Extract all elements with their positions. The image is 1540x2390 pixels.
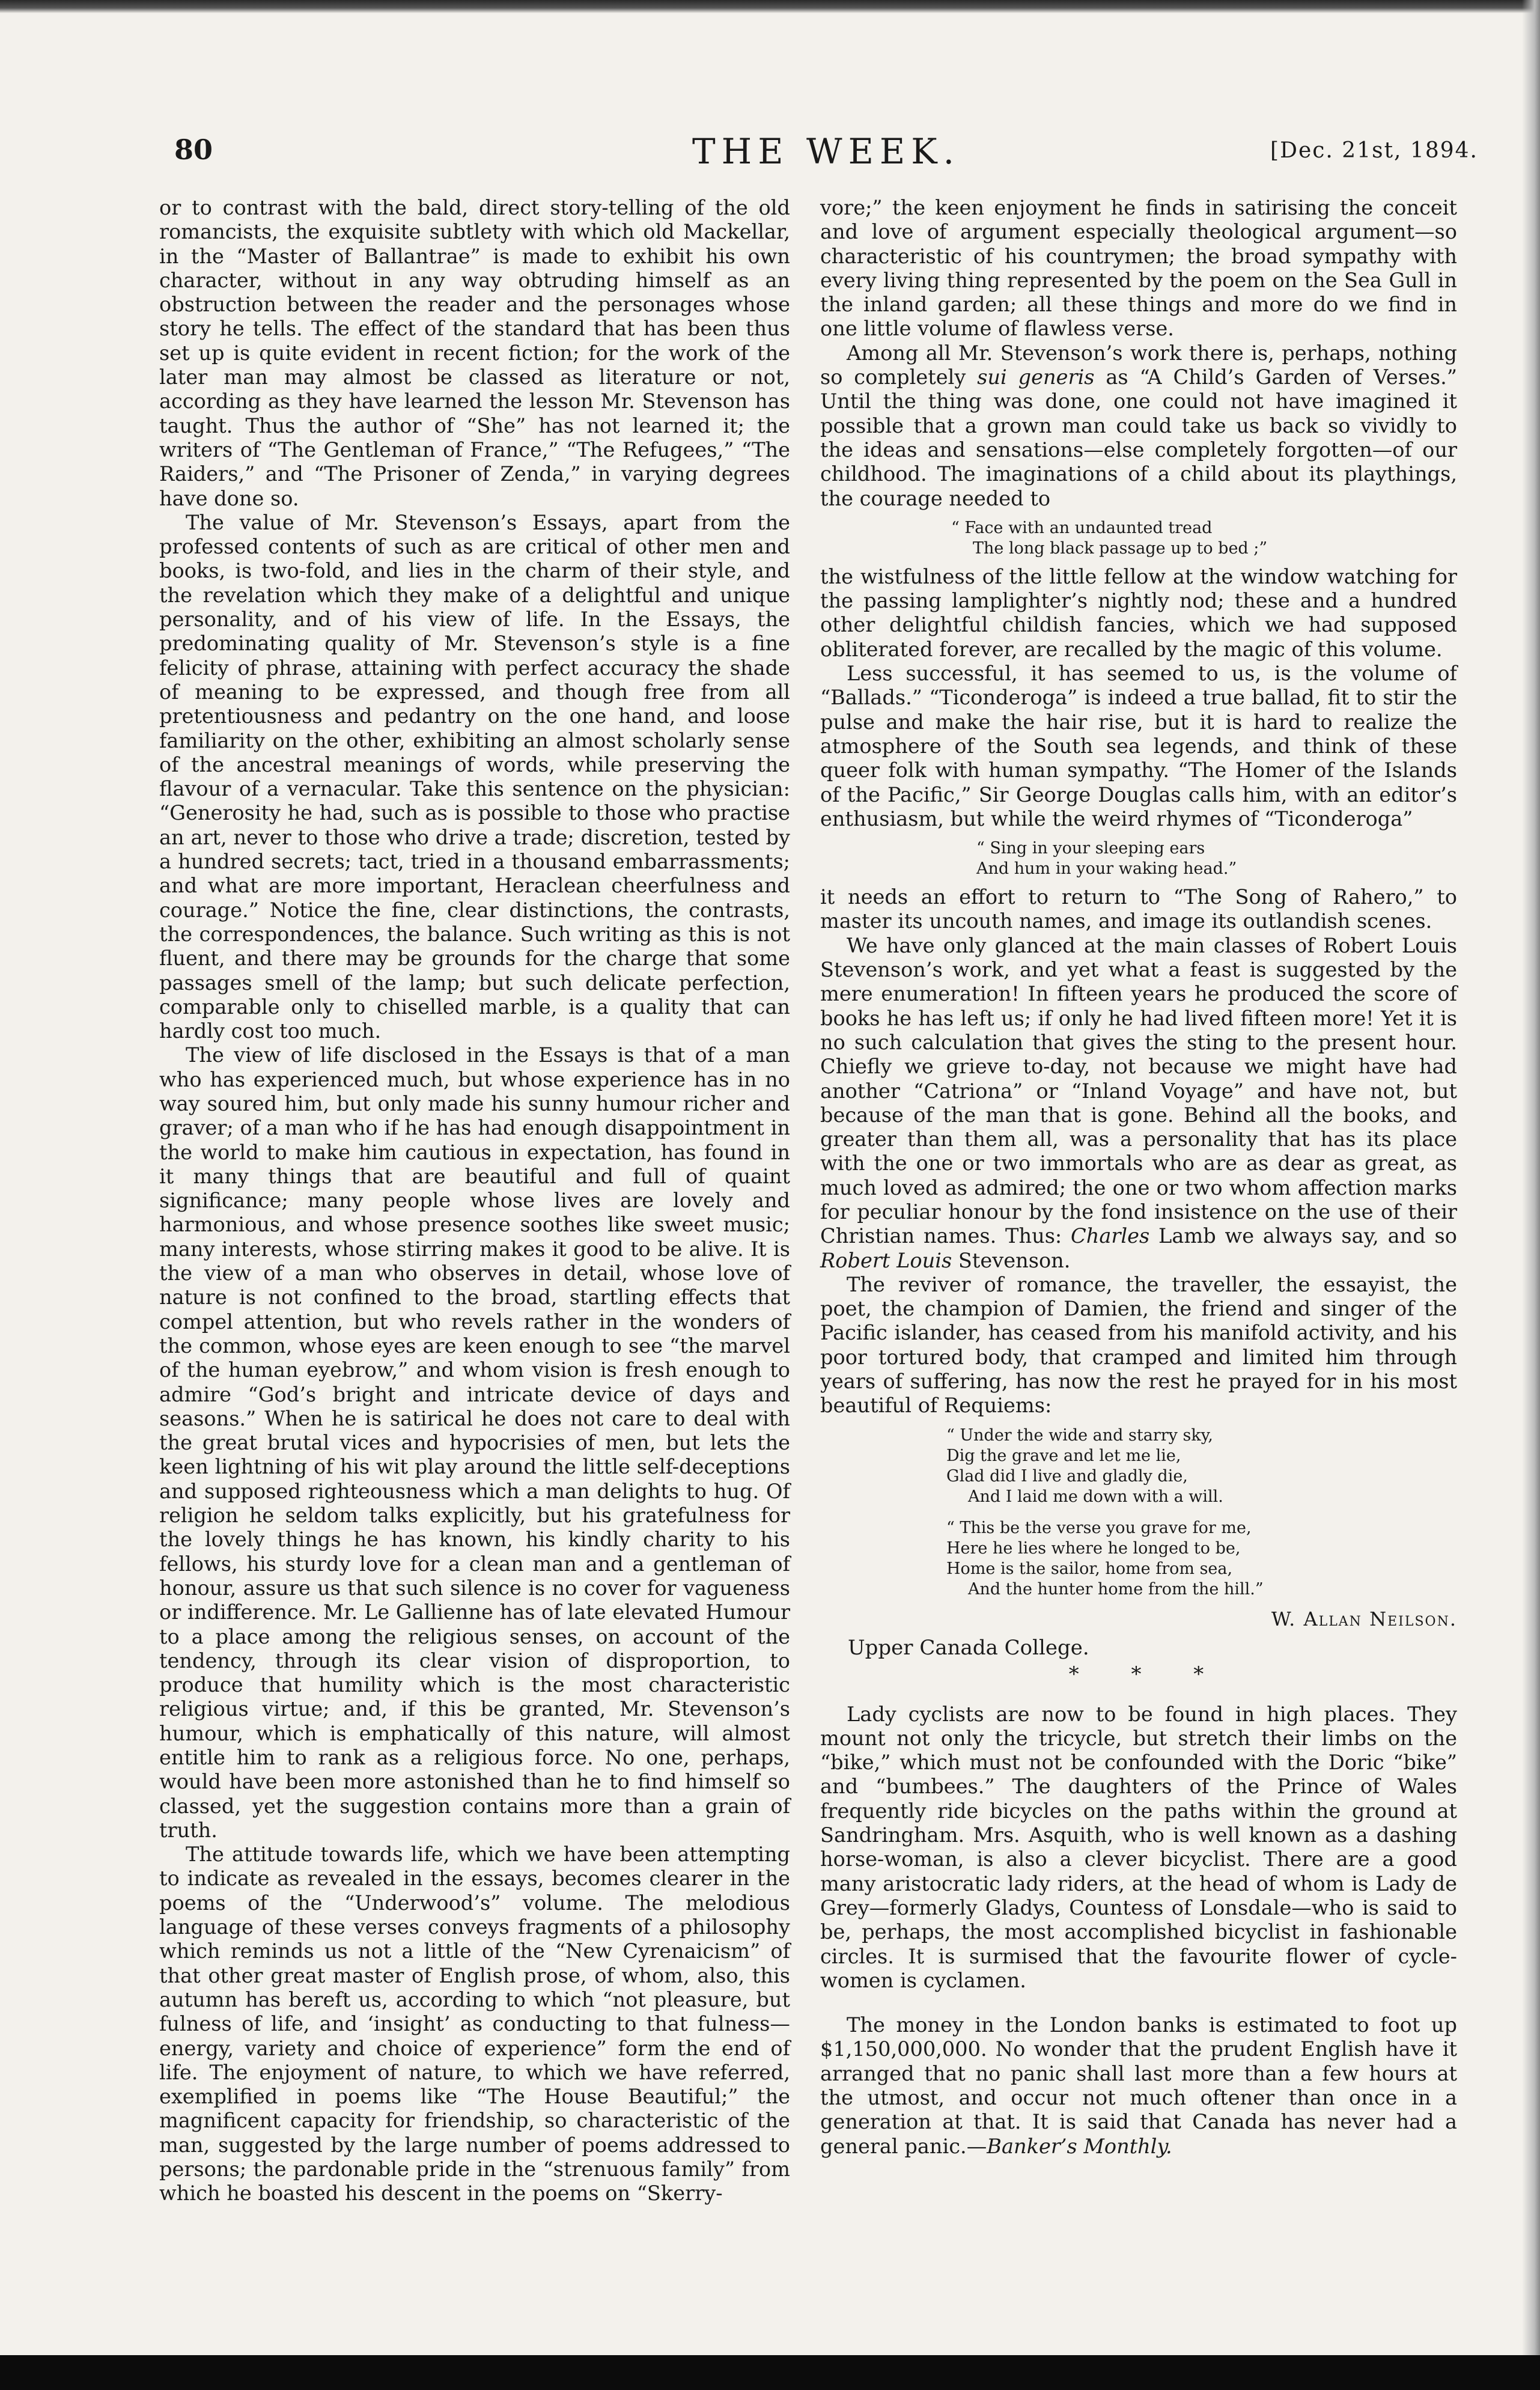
- requiem-poem: [820, 1425, 1457, 1600]
- verse-line: Glad did I live and gladly die,: [946, 1466, 1188, 1486]
- left-column: [159, 196, 790, 2206]
- text-run: The money in the London banks is estimated to foot up $1,150,000,000. No wonder that the prudent English have it arranged that no panic shall last more than a few hours at the utmost, and occur not much oftener than once in a generation at that. It is said that Canada has never had a general panic.—: [820, 2013, 1457, 2158]
- scan-edge-top: [0, 0, 1540, 13]
- paragraph: The attitude towards life, which we have been attempting to indicate as revealed in the essays, becomes clearer in the poems of the “Underwood’s” volume. The melodious language of these verses conveys fragments of a philosophy which reminds us not a little of the “New Cyrenaicism” of that other great master of English prose, of whom, also, this autumn has bereft us, according to which “not pleasure, but fulness of life, and ‘insight’ as conducting to that fulness—energy, variety and choice of experience” form the end of life. The enjoyment of nature, to which we have referred, exemplified in poems like “The House Beautiful;” the magnificent capacity for friendship, so characteristic of the man, suggested by the large number of poems addressed to persons; the pardonable pride in the “strenuous family” from which he boasted his descent in the poems on “Skerry-: [159, 1843, 790, 2206]
- paragraph: the wistfulness of the little fellow at the window watching for the passing lamplighter’s nightly nod; these and a hundred other delightful childish fancies, which we had supposed obliterated forever, are recalled by the magic of this volume.: [820, 564, 1457, 661]
- page-number: 80: [174, 133, 213, 166]
- spacer: [820, 1993, 1457, 2013]
- author-affiliation: Upper Canada College.: [848, 1635, 1089, 1660]
- paragraph: The value of Mr. Stevenson’s Essays, apart from the professed contents of such as are critical of other men and books, is two-fold, and lies in the charm of their style, and the revelation which they make of a delightful and unique personality, and of his view of life. In the Essays, the predominating quality of Mr. Stevenson’s style is a fine felicity of phrase, attaining with perfect accuracy the shade of meaning to be expressed, and though free from all pretentiousness and pedantry on the one hand, and loose familiarity on the other, exhibiting an almost scholarly sense of the ancestral meanings of words, while preserving the flavour of a vernacular. Take this sentence on the physician: “Generosity he had, such as is possible to those who practise an art, never to those who drive a trade; discretion, tested by a hundred secrets; tact, tried in a thousand embarrassments; and what are more important, Heraclean cheerfulness and courage.” Notice the fine, clear distinctions, the contrasts, the correspondences, the balance. Such writing as this is not fluent, and there may be grounds for the charge that some passages smell of the lamp; but such delicate perfection, comparable only to chiselled marble, is a quality that can hardly cost too much.: [159, 510, 790, 1043]
- paragraph: Lady cyclists are now to be found in high places. They mount not only the tricycle, but stretch their limbs on the “bike,” which must not be confounded with the Doric “bike” and “bumbees.” The daughters of the Prince of Wales frequently ride bicycles on the paths within the ground at Sandringham. Mrs. Asquith, who is well known as a dashing horse-woman, is also a clever bicyclist. There are a good many aristocratic lady riders, at the head of whom is Lady de Grey—formerly Gladys, Countess of Lonsdale—who is said to be, perhaps, the most accomplished bicyclist in fashionable circles. It is surmised that the favourite flower of cycle-women is cyclamen.: [820, 1702, 1457, 1992]
- paragraph: The reviver of romance, the traveller, the essayist, the poet, the champion of Damien, the friend and singer of the Pacific islander, has ceased from his manifold activity, and his poor tortured body, that cramped and limited him through years of suffering, has now the rest he prayed for in his most beautiful of Requiems:: [820, 1272, 1457, 1418]
- text-run: Among all Mr. Stevenson’s work there is, perhaps, nothing so completely: [820, 341, 1457, 389]
- author-signature: W. Allan Neilson.: [1271, 1607, 1457, 1630]
- italic-source: Banker’s Monthly.: [987, 2134, 1172, 2158]
- verse-line: “ Under the wide and starry sky,: [946, 1425, 1213, 1445]
- verse-line: And I laid me down with a will.: [968, 1487, 1223, 1506]
- verse-line: Home is the sailor, home from sea,: [946, 1559, 1233, 1578]
- right-column: [820, 196, 1457, 2159]
- verse-line: “ Sing in your sleeping ears: [976, 839, 1205, 858]
- verse-line: The long black passage up to bed ;”: [973, 538, 1268, 558]
- paragraph: [820, 341, 1457, 511]
- paragraph: or to contrast with the bald, direct story-telling of the old romancists, the exquisite subtlety with which old Mackellar, in the “Master of Ballantrae” is made to exhibit his own character, without in any way obtruding himself as an obstruction between the reader and the personages whose story he tells. The effect of the standard that has been thus set up is quite evident in recent fiction; for the work of the later man may almost be classed as literature or not, according as they have learned the lesson Mr. Stevenson has taught. Thus the author of “She” has not learned it; the writers of “The Gentleman of France,” “The Refugees,” “The Raiders,” and “The Prisoner of Zenda,” in varying degrees have done so.: [159, 196, 790, 510]
- section-separator: * * *: [1068, 1662, 1227, 1687]
- italic-phrase: Robert Louis: [820, 1248, 952, 1272]
- page-header: [174, 133, 1478, 181]
- verse-quote: [820, 838, 1457, 879]
- text-run: Stevenson.: [952, 1248, 1071, 1272]
- paragraph: vore;” the keen enjoyment he finds in satirising the conceit and love of argument especially theological argument—so characteristic of his countrymen; the broad sympathy with every living thing represented by the poem on the Sea Gull in the inland garden; all these things and more do we find in one little volume of flawless verse.: [820, 196, 1457, 341]
- text-run: as “A Child’s Garden of Verses.” Until the thing was done, one could not have imagined it possible that a grown man could take us back so vividly to the ideas and sensations—else completely forgotten—of our childhood. The imaginations of a child about its playthings, the courage needed to: [820, 365, 1457, 510]
- verse-line: And the hunter home from the hill.”: [968, 1579, 1264, 1599]
- masthead-title: THE WEEK.: [692, 131, 961, 172]
- verse-line: “ This be the verse you grave for me,: [946, 1518, 1252, 1537]
- verse-line: Dig the grave and let me lie,: [946, 1446, 1181, 1465]
- paragraph: it needs an effort to return to “The Song of Rahero,” to master its uncouth names, and image its outlandish scenes.: [820, 885, 1457, 933]
- scan-edge-bottom: [0, 2355, 1540, 2390]
- verse-line: “ Face with an undaunted tread: [951, 518, 1213, 537]
- verse-line: Here he lies where he longed to be,: [946, 1538, 1241, 1558]
- verse-quote: [820, 518, 1457, 559]
- paragraph: [820, 2013, 1457, 2159]
- verse-line: And hum in your waking head.”: [976, 859, 1237, 879]
- paragraph: Less successful, it has seemed to us, is the volume of “Ballads.” “Ticonderoga” is indeed a true ballad, fit to stir the pulse and make the hair rise, but it is hard to realize the atmosphere of the South sea legends, and think of these queer folk with human sympathy. “The Homer of the Islands of the Pacific,” Sir George Douglas calls him, with an editor’s enthusiasm, but while the weird rhymes of “Ticonderoga”: [820, 662, 1457, 831]
- paragraph: [820, 934, 1457, 1273]
- issue-date: [Dec. 21st, 1894.: [1270, 138, 1478, 163]
- scan-edge-right: [1522, 0, 1540, 2390]
- text-run: We have only glanced at the main classes of Robert Louis Stevenson’s work, and yet what a feast is suggested by the mere enumeration! In fifteen years he produced the score of books he has left us; if only he had lived fifteen more! Yet it is no such calculation that gives the sting to the present hour. Chiefly we grieve to-day, not because we might have had another “Catriona” or “Inland Voyage” and have not, but because of the man that is gone. Behind all the books, and greater than them all, was a personality that has its place with the one or two immortals who are as dear as great, as much loved as admired; the one or two whom affection marks for peculiar honour by the fond insistence on the use of their Christian names. Thus:: [820, 933, 1457, 1248]
- text-run: Lamb we always say, and so: [1149, 1224, 1457, 1248]
- italic-phrase: Charles: [1071, 1224, 1150, 1248]
- italic-phrase: sui generis: [977, 365, 1095, 389]
- paragraph: The view of life disclosed in the Essays is that of a man who has experienced much, but whose experience has in no way soured him, but only made his sunny humour richer and graver; of a man who if he has had enough disappointment in the world to make him cautious in expectation, has found in it many things that are beautiful and full of quaint significance; many people whose lives are lovely and harmonious, and whose presence soothes like sweet music; many interests, whose stirring makes it good to be alive. It is the view of a man who observes in detail, whose love of nature is not confined to the broad, startling effects that compel attention, but who revels rather in the wonders of the common, whose eyes are keen enough to see “the marvel of the human eyebrow,” and whom vision is fresh enough to admire “God’s bright and intricate device of days and seasons.” When he is satirical he does not care to deal with the great brutal vices and hypocrisies of men, but lets the keen lightning of his wit play around the little self-deceptions and supposed righteousness which a man delights to hug. Of religion he seldom talks explicitly, but his gratefulness for the lovely things he has known, his kindly charity to his fellows, his sturdy love for a clean man and a gentleman of honour, assure us that such silence is no cover for vagueness or indifference. Mr. Le Gallienne has of late elevated Humour to a place among the religious senses, on account of the tendency, through its clear vision of disproportion, to produce that humility which is the most characteristic religious virtue; and, if this be granted, Mr. Stevenson’s humour, which is emphatically of this nature, will almost entitle him to rank as a religious force. No one, perhaps, would have been more astonished than he to find himself so classed, yet the suggestion contains more than a grain of truth.: [159, 1043, 790, 1842]
